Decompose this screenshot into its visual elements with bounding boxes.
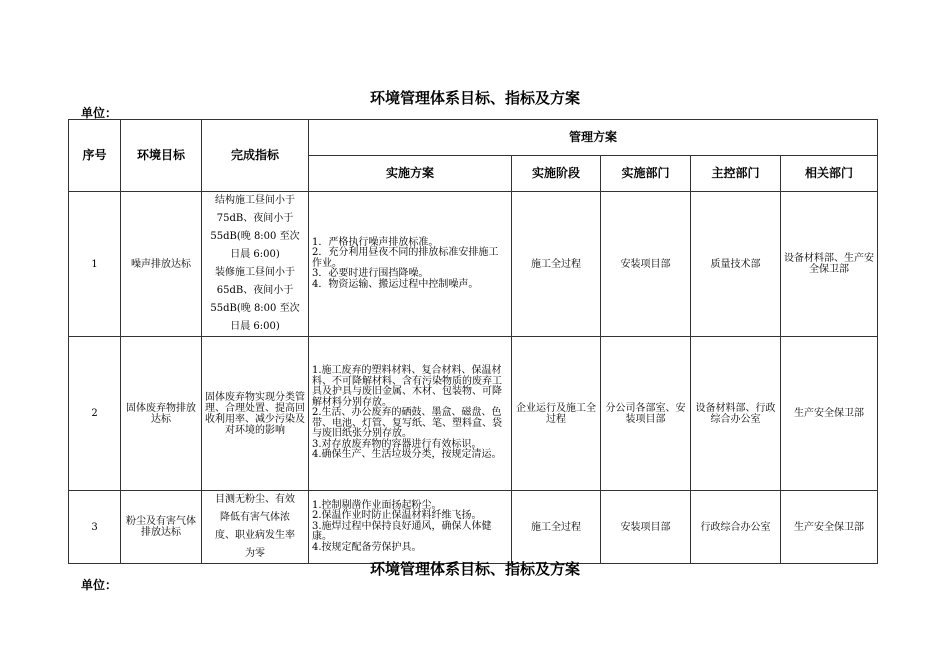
plan-item: 3．必要时进行围挡降噪。 xyxy=(312,268,429,280)
target-line: 结构施工昼间小于 xyxy=(215,195,295,206)
target-line: 为零 xyxy=(245,548,265,559)
target-line: 日晨 6:00) xyxy=(230,321,280,332)
target-line: 目测无粉尘、有效 xyxy=(215,494,295,505)
cell-lead: 行政综合办公室 xyxy=(691,491,781,564)
cell-target xyxy=(202,491,309,564)
cell-related: 设备材料部、生产安全保卫部 xyxy=(781,192,878,337)
header-plan: 实施方案 xyxy=(309,156,512,192)
table-row xyxy=(69,192,878,337)
plan-item: 4.确保生产、生活垃圾分类，按规定清运。 xyxy=(312,449,502,461)
cell-lead: 质量技术部 xyxy=(691,192,781,337)
cell-plan xyxy=(309,491,512,564)
cell-target xyxy=(202,192,309,337)
cell-related: 生产安全保卫部 xyxy=(781,337,878,491)
plan-item: 2．充分利用昼夜不同的排放标准安排施工作业。 xyxy=(312,247,499,269)
header-management-plan: 管理方案 xyxy=(309,120,878,156)
plan-item: 2.生活、办公废弃的硒鼓、墨盒、磁盘、色带、电池、灯管、复写纸、笔、塑料盒、袋与废旧纸张分别存放。 xyxy=(312,407,502,440)
header-dept: 实施部门 xyxy=(601,156,691,192)
plan-item: 2.保温作业时防止保温材料纤维飞扬。 xyxy=(312,510,482,522)
target-line: 降低有害气体浓 xyxy=(220,512,290,523)
header-related: 相关部门 xyxy=(781,156,878,192)
plan-item: 3.施焊过程中保持良好通风，确保人体健康。 xyxy=(312,520,492,543)
cell-goal: 噪声排放达标 xyxy=(121,192,202,337)
target-line: 度、职业病发生率 xyxy=(215,530,295,541)
plan-item: 1.施工废弃的塑料材料、复合材料、保温材料、不可降解材料、含有污染物质的废弃工具及护具与废旧金属、木材、包装物、可降解材料分别存放。 xyxy=(312,365,502,408)
target-line: 75dB、夜间小于 xyxy=(216,213,294,224)
header-seq: 序号 xyxy=(69,120,121,192)
cell-dept: 安装项目部 xyxy=(601,491,691,564)
table-row xyxy=(69,337,878,491)
target-line: 日晨 6:00) xyxy=(230,249,280,260)
unit-label-2: 单位： xyxy=(81,578,118,592)
table-row xyxy=(69,491,878,564)
cell-related: 生产安全保卫部 xyxy=(781,491,878,564)
unit-label: 单位： xyxy=(81,106,118,120)
header-lead: 主控部门 xyxy=(691,156,781,192)
cell-stage: 企业运行及施工全过程 xyxy=(512,337,601,491)
target-line: 55dB(晚 8:00 至次 xyxy=(210,231,300,242)
cell-seq: 1 xyxy=(69,192,121,337)
cell-dept: 安装项目部 xyxy=(601,192,691,337)
cell-seq: 3 xyxy=(69,491,121,564)
plan-item: 3.对存放废弃物的容器进行有效标识。 xyxy=(312,438,482,450)
cell-stage: 施工全过程 xyxy=(512,491,601,564)
plan-item: 4．物资运输、搬运过程中控制噪声。 xyxy=(312,278,479,290)
target-line: 55dB(晚 8:00 至次 xyxy=(210,303,300,314)
cell-dept: 分公司各部室、安装项目部 xyxy=(601,337,691,491)
plan-item: 1.控制剔凿作业面扬起粉尘。 xyxy=(312,499,442,511)
target-line: 65dB、夜间小于 xyxy=(216,285,294,296)
header-target: 完成指标 xyxy=(202,120,309,192)
target-line: 装修施工昼间小于 xyxy=(215,267,295,278)
cell-plan xyxy=(309,192,512,337)
header-stage: 实施阶段 xyxy=(512,156,601,192)
plan-item: 4.按规定配备劳保护具。 xyxy=(312,541,422,553)
cell-goal: 粉尘及有害气体排放达标 xyxy=(121,491,202,564)
cell-stage: 施工全过程 xyxy=(512,192,601,337)
page-title-2: 环境管理体系目标、指标及方案 xyxy=(369,560,580,578)
header-goal: 环境目标 xyxy=(121,120,202,192)
plan-item: 1．严格执行噪声排放标准。 xyxy=(312,236,439,248)
cell-lead: 设备材料部、行政综合办公室 xyxy=(691,337,781,491)
cell-plan xyxy=(309,337,512,491)
page-title: 环境管理体系目标、指标及方案 xyxy=(369,89,580,107)
cell-goal: 固体废弃物排放达标 xyxy=(121,337,202,491)
cell-target: 固体废弃物实现分类管理、合理处置、提高回收利用率、减少污染及对环境的影响 xyxy=(202,337,309,491)
management-plan-table xyxy=(68,119,878,564)
cell-seq: 2 xyxy=(69,337,121,491)
